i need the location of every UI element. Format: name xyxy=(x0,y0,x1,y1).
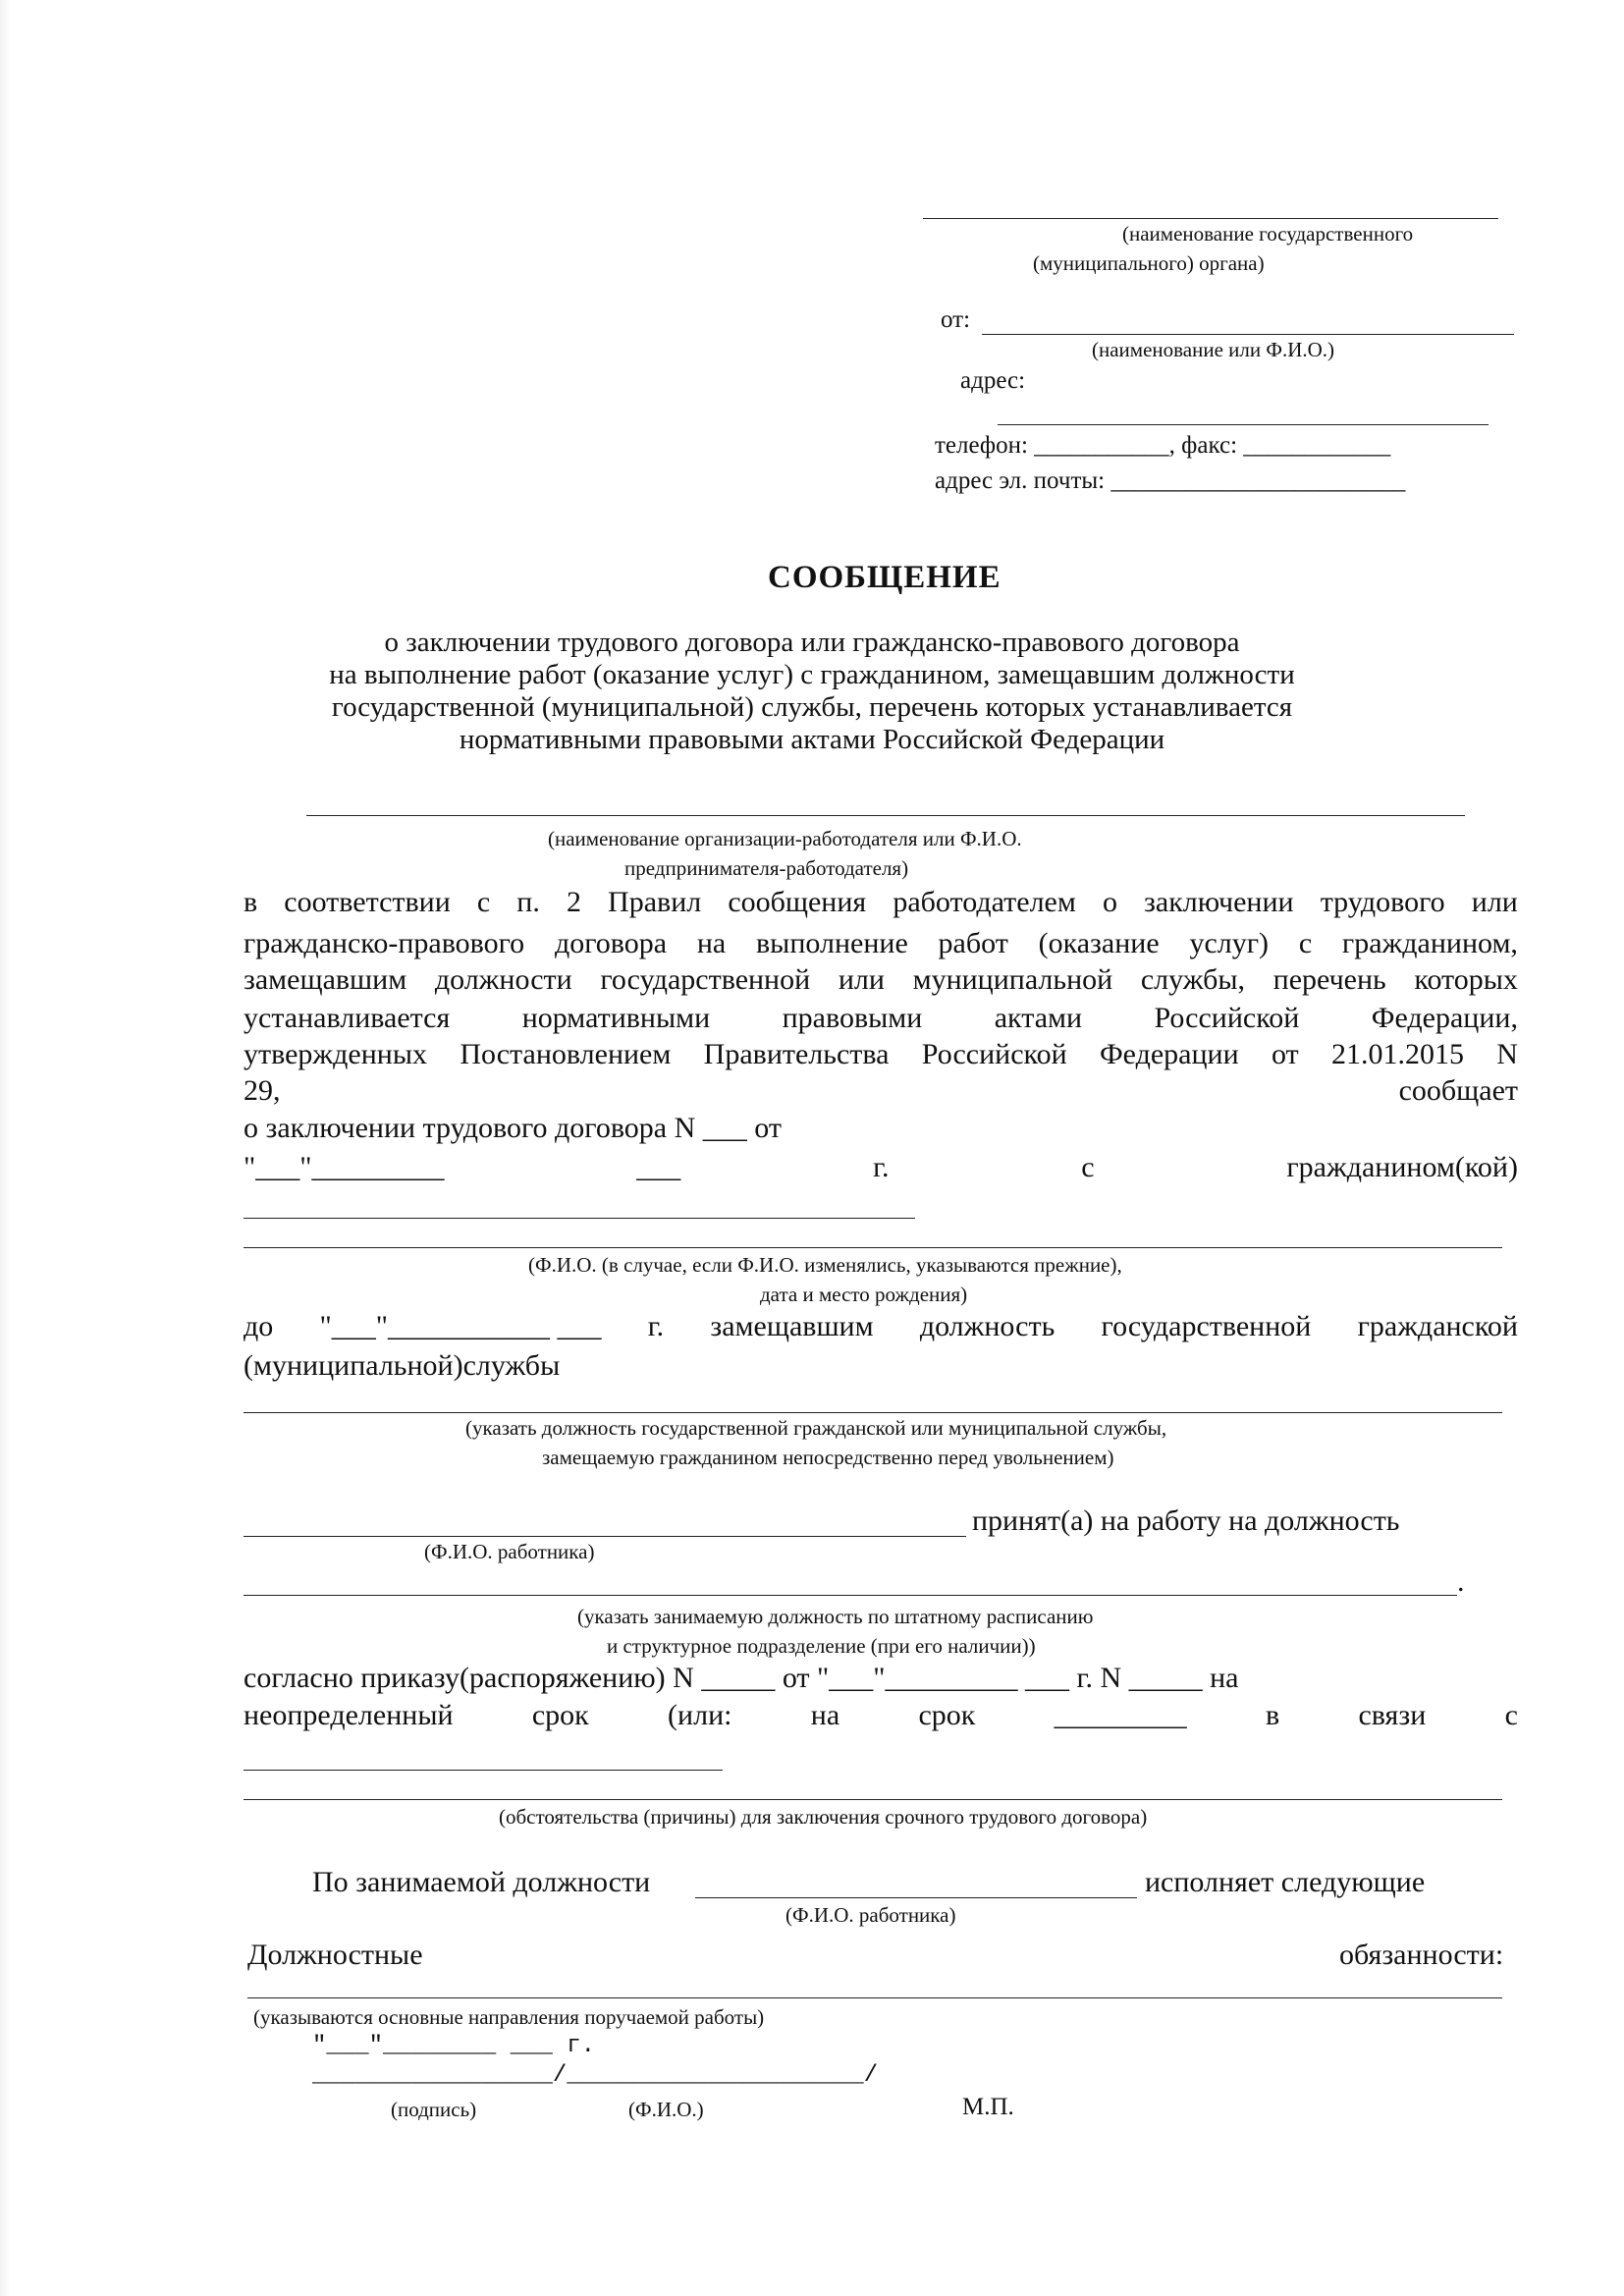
subtitle-line-1: о заключении трудового договора или гражданско-правового договора xyxy=(384,627,1240,658)
signature-fio-caption: (Ф.И.О.) xyxy=(628,2098,704,2121)
para1-line-8: "___"_________ ___ г. с гражданином(кой) xyxy=(244,1151,1518,1183)
subtitle-line-2: на выполнение работ (оказание услуг) с гражданином, замещавшим должности xyxy=(329,659,1295,690)
signature-lines: _________________/_____________________/ xyxy=(312,2062,879,2089)
para1-line-4: устанавливается нормативными правовыми актами Российской Федерации, xyxy=(244,1002,1518,1034)
para1-line-7: о заключении трудового договора N ___ от xyxy=(244,1112,782,1144)
para1-line-1: в соответствии с п. 2 Правил сообщения работодателем о заключении трудового или xyxy=(244,886,1518,918)
duties-line-2b: обязанности: xyxy=(1339,1939,1504,1971)
from-line xyxy=(982,334,1514,335)
duties-work-caption: (указываются основные направления поручаемой работы) xyxy=(253,2005,765,2029)
staff-position-period: . xyxy=(1457,1565,1465,1598)
from-caption: (наименование или Ф.И.О.) xyxy=(1092,338,1335,361)
signature-date-line: "___"________ ___ г. xyxy=(312,2033,596,2059)
subtitle-line-4: нормативными правовыми актами Российской Федерации xyxy=(459,724,1165,755)
address-label: адрес: xyxy=(960,367,1026,394)
reason-line-1 xyxy=(244,1770,723,1771)
reason-caption: (обстоятельства (причины) для заключения срочного трудового договора) xyxy=(499,1805,1148,1829)
reason-line-2 xyxy=(244,1799,1502,1800)
worker-fio-caption: (Ф.И.О. работника) xyxy=(424,1540,595,1563)
hired-text: принят(а) на работу на должность xyxy=(972,1504,1400,1537)
duties-line-2a: Должностные xyxy=(247,1939,423,1971)
until-line-2: (муниципальной)службы xyxy=(244,1349,561,1382)
position-caption-2: замещаемую гражданином непосредственно перед увольнением) xyxy=(542,1446,1114,1469)
duties-work-line xyxy=(247,1997,1502,1998)
citizen-name-line-1 xyxy=(244,1218,915,1219)
email-line: адрес эл. почты: ________________________ xyxy=(935,467,1406,494)
stamp-label: М.П. xyxy=(962,2094,1014,2120)
organ-caption-1: (наименование государственного xyxy=(1122,222,1414,246)
employer-line xyxy=(306,815,1465,816)
staff-caption-2: и структурное подразделение (при его наличии)) xyxy=(607,1634,1036,1658)
duties-line-1b: исполняет следующие xyxy=(1145,1866,1426,1898)
order-line-2: неопределенный срок (или: на срок _________ в связи с xyxy=(244,1699,1518,1731)
from-label: от: xyxy=(941,306,971,333)
para1-line-2: гражданско-правового договора на выполнение работ (оказание услуг) с гражданином, xyxy=(244,927,1518,959)
scan-edge xyxy=(0,0,10,2296)
fio-caption-1: (Ф.И.О. (в случае, если Ф.И.О. изменялись, указываются прежние), xyxy=(528,1253,1122,1277)
until-line-1: до "___"___________ ___ г. замещавшим должность государственной гражданской xyxy=(244,1310,1518,1342)
duties-worker-line xyxy=(695,1897,1137,1898)
staff-position-line xyxy=(244,1595,1457,1596)
subtitle-line-3: государственной (муниципальной) службы, перечень которых устанавливается xyxy=(331,691,1293,723)
employer-caption-1: (наименование организации-работодателя или Ф.И.О. xyxy=(548,827,1022,850)
address-line xyxy=(998,424,1489,425)
order-line-1: согласно приказу(распоряжению) N _____ от "___"_________ ___ г. N _____ на xyxy=(244,1662,1239,1694)
signature-caption: (подпись) xyxy=(391,2098,477,2121)
fio-caption-2: дата и место рождения) xyxy=(760,1283,968,1306)
employer-caption-2: предпринимателя-работодателя) xyxy=(624,856,909,880)
para1-line-3: замещавшим должности государственной или муниципальной службы, перечень которых xyxy=(244,963,1518,996)
duties-line-1a: По занимаемой должности xyxy=(312,1866,651,1898)
para1-line-5: утвержденных Постановлением Правительства Российской Федерации от 21.01.2015 N xyxy=(244,1038,1518,1070)
position-caption-1: (указать должность государственной гражданской или муниципальной службы, xyxy=(465,1416,1167,1440)
position-line xyxy=(244,1412,1502,1413)
organ-caption-2: (муниципального) органа) xyxy=(1033,251,1265,275)
phone-fax-line: телефон: ___________, факс: ____________ xyxy=(935,432,1391,459)
staff-caption-1: (указать занимаемую должность по штатному расписанию xyxy=(577,1605,1094,1628)
organ-line xyxy=(923,218,1498,219)
para1-line-6: 29, сообщает xyxy=(244,1074,1518,1107)
document-title: СООБЩЕНИЕ xyxy=(768,560,1001,595)
duties-worker-caption: (Ф.И.О. работника) xyxy=(785,1903,956,1927)
citizen-name-line-2 xyxy=(244,1247,1502,1248)
worker-name-line xyxy=(244,1536,966,1537)
